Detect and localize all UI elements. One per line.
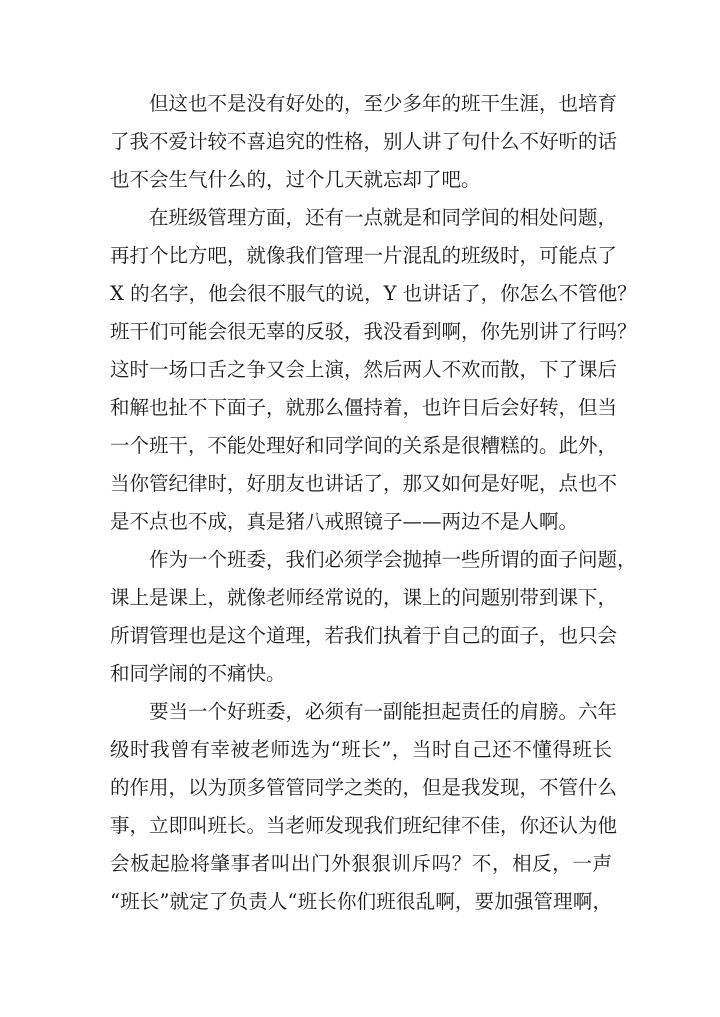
text-line: 会板起脸将肇事者叫出门外狠狠训斥吗？不，相反，一声 (110, 852, 612, 875)
text-line: 的作用，以为顶多管管同学之类的，但是我发现，不管什么 (110, 776, 618, 799)
text-line: 级时我曾有幸被老师选为“班长”，当时自己还不懂得班长 (110, 738, 612, 761)
text-line: 一个班干，不能处理好和同学间的关系是很糟糕的。此外， (110, 434, 618, 457)
text-line: 事，立即叫班长。当老师发现我们班纪律不佳，你还认为他 (110, 814, 618, 837)
text-line: 班干们可能会很无辜的反驳，我没看到啊，你先别讲了行吗？ (110, 320, 637, 343)
text-line: 在班级管理方面，还有一点就是和同学间的相处问题， (149, 206, 618, 229)
text-line: 但这也不是没有好处的，至少多年的班干生涯，也培育 (149, 92, 618, 115)
text-line: 所谓管理也是这个道理，若我们执着于自己的面子，也只会 (110, 624, 618, 647)
text-line: 作为一个班委，我们必须学会抛掉一些所谓的面子问题， (149, 548, 637, 571)
text-line: 再打个比方吧，就像我们管理一片混乱的班级时，可能点了 (110, 244, 618, 267)
text-line: 是不点也不成，真是猪八戒照镜子——两边不是人啊。 (110, 510, 579, 533)
text-line: 当你管纪律时，好朋友也讲话了，那又如何是好呢，点也不 (110, 472, 618, 495)
text-line: “班长”就定了负责人“班长你们班很乱啊，要加强管理啊， (110, 890, 612, 913)
text-line: 要当一个好班委，必须有一副能担起责任的肩膀。六年 (149, 700, 618, 723)
text-line: 和同学闹的不痛快。 (110, 662, 286, 685)
text-line: 也不会生气什么的，过个几天就忘却了吧。 (110, 168, 481, 191)
text-line: 课上是课上，就像老师经常说的，课上的问题别带到课下， (110, 586, 618, 609)
text-line: X 的名字，他会很不服气的说，Y 也讲话了，你怎么不管他？ (110, 282, 637, 305)
text-line: 这时一场口舌之争又会上演，然后两人不欢而散，下了课后 (110, 358, 618, 381)
text-line: 和解也扯不下面子，就那么僵持着，也许日后会好转，但当 (110, 396, 618, 419)
text-line: 了我不爱计较不喜追究的性格，别人讲了句什么不好听的话 (110, 130, 618, 153)
